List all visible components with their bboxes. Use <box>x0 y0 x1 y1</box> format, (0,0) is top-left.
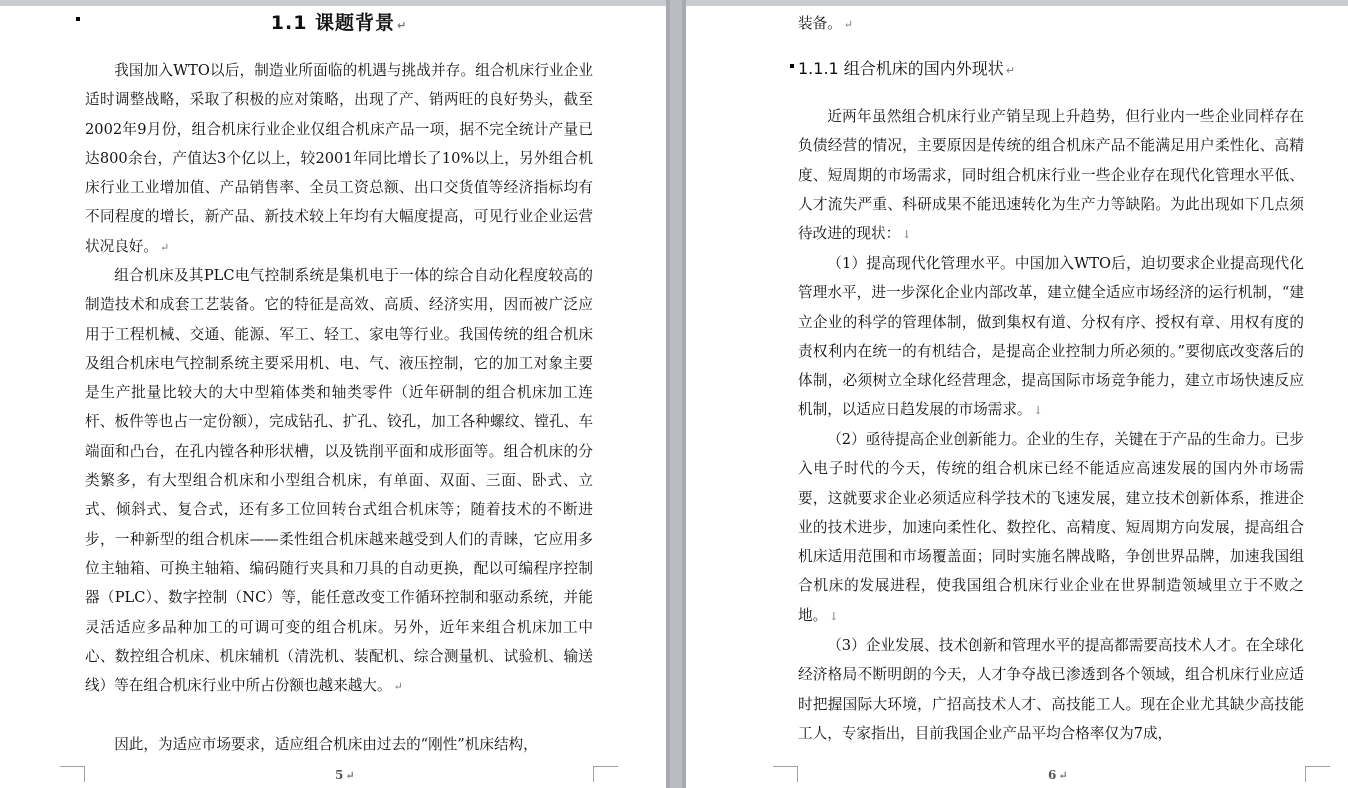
crop-mark <box>1305 766 1330 767</box>
paragraph-mark: ↵ <box>159 240 170 254</box>
paragraph-3: （2）亟待提高企业创新能力。企业的生存，关键在于产品的生命力。已步入电子时代的今天，传统的组合机床已经不能适应高速发展的国内外市场需要，这就要求企业必须适应科学技术的飞速发展，建立技术创新体系，推进企业的技术进步，加速向柔性化、数控化、高精度、短周期方向发展，提高组合机床适用范围和市场覆盖面；同时实施名牌战略，争创世界品牌，加速我国组合机床的发展进程，使我国组合机床行业企业在世界制造领域里立于不败之地。 ↓ <box>798 431 1304 624</box>
crop-mark <box>1305 766 1306 782</box>
list-bullet <box>790 64 794 68</box>
line-break-mark: ↓ <box>829 609 839 623</box>
crop-mark <box>593 766 618 767</box>
paragraph-1: 近两年虽然组合机床行业产销呈现上升趋势，但行业内一些企业同样存在负债经营的情况，主要原因是传统的组合机床产品不能满足用户柔性化、高精度、短周期的市场需求，同时组合机床行业一些企业存在现代化管理水平低、人才流失严重、科研成果不能迅速转化为生产力等缺陷。为此出现如下几点须待改进的现状： ↓ <box>798 108 1304 243</box>
line-break-mark: ↓ <box>902 228 912 242</box>
continuation-text: 装备。 ↵ <box>798 15 854 32</box>
paragraph-2: （1）提高现代化管理水平。中国加入WTO后，迫切要求企业提高现代化管理水平，进一步深化企业内部改革，建立健全适应市场经济的运行机制，“建立企业的科学的管理体制，做到集权有道、分权有序、授权有章、用权有度的责权利内在统一的有机结合，是提高企业控制力所必须的。”要彻底改变落后的体制，必须树立全球化经营理念，提高国际市场竞争能力，建立市场快速反应机制，以适应日趋发展的市场需求。 ↓ <box>798 255 1304 419</box>
paragraph-2: 组合机床及其PLC电气控制系统是集机电于一体的综合自动化程度较高的制造技术和成套工艺装备。它的特征是高效、高质、经济实用，因而被广泛应用于工程机械、交通、能源、军工、轻工、家电等行业。我国传统的组合机床及组合机床电气控制系统主要采用机、电、气、液压控制，它的加工对象主要是生产批量比较大的大中型箱体类和轴类零件（近年研制的组合机床加工连杆、板件等也占一定份额），完成钻孔、扩孔、铰孔，加工各种螺纹、镗孔、车端面和凸台，在孔内镗各种形状槽，以及铣削平面和成形面等。组合机床的分类繁多，有大型组合机床和小型组合机床，有单面、双面、三面、卧式、立式、倾斜式、复合式，还有多工位回转台式组合机床等；随着技术的不断进步，一种新型的组合机床——柔性组合机床越来越受到人们的青睐，它应用多位主轴箱、可换主轴箱、编码随行夹具和刀具的自动更换，配以可编程序控制器（PLC）、数字控制（NC）等，能任意改变工作循环控制和驱动系统，并能灵活适应多品种加工的可调可变的组合机床。另外，近年来组合机床加工中心、数控组合机床、机床辅机（清洗机、装配机、综合测量机、试验机、输送线）等在组合机床行业中所占份额也越来越大。 ↵ <box>85 267 593 695</box>
crop-mark <box>773 766 798 767</box>
paragraph-mark: ↵ <box>397 19 408 32</box>
page-6 <box>686 6 1348 788</box>
paragraph-mark: ↵ <box>843 18 854 31</box>
subsection-heading: 1.1.1 组合机床的国内外现状 ↵ <box>798 59 1016 78</box>
page-gap <box>666 0 686 788</box>
crop-mark <box>593 766 594 782</box>
crop-mark <box>84 766 85 782</box>
paragraph-3: 因此，为适应市场要求，适应组合机床由过去的“刚性”机床结构， <box>114 736 538 753</box>
line-break-mark: ↓ <box>1033 404 1043 418</box>
crop-mark <box>60 766 85 767</box>
page-number: 5 ↵ <box>335 768 355 782</box>
paragraph-mark: ↵ <box>393 680 403 694</box>
paragraph-mark: ↵ <box>1005 64 1016 77</box>
section-title: 1.1 课题背景 ↵ <box>270 12 408 34</box>
page-5 <box>0 6 666 788</box>
paragraph-1: 我国加入WTO以后，制造业所面临的机遇与挑战并存。组合机床行业企业适时调整战略，采取了积极的应对策略，出现了产、销两旺的良好势头，截至2002年9月份，组合机床行业企业仅组合机床产品一项，据不完全统计产量已达800余台，产值达3个亿以上，较2001年同比增长了10%以上，另外组合机床行业工业增加值、产品销售率、全员工资总额、出口交货值等经济指标均有不同程度的增长，新产品、新技术较上年均有大幅度提高，可见行业企业运营状况良好。 ↵ <box>85 62 593 255</box>
page-number: 6 ↵ <box>1048 768 1068 782</box>
list-bullet <box>76 17 80 21</box>
crop-mark <box>797 766 798 782</box>
paragraph-4: （3）企业发展、技术创新和管理水平的提高都需要高技术人才。在全球化经济格局不断明朗的今天，人才争夺战已渗透到各个领域，组合机床行业应适时把握国际大环境，广招高技术人才、高技能工人。现在企业尤其缺少高技能工人，专家指出，目前我国企业产品平均合格率仅为7成， <box>798 637 1304 742</box>
